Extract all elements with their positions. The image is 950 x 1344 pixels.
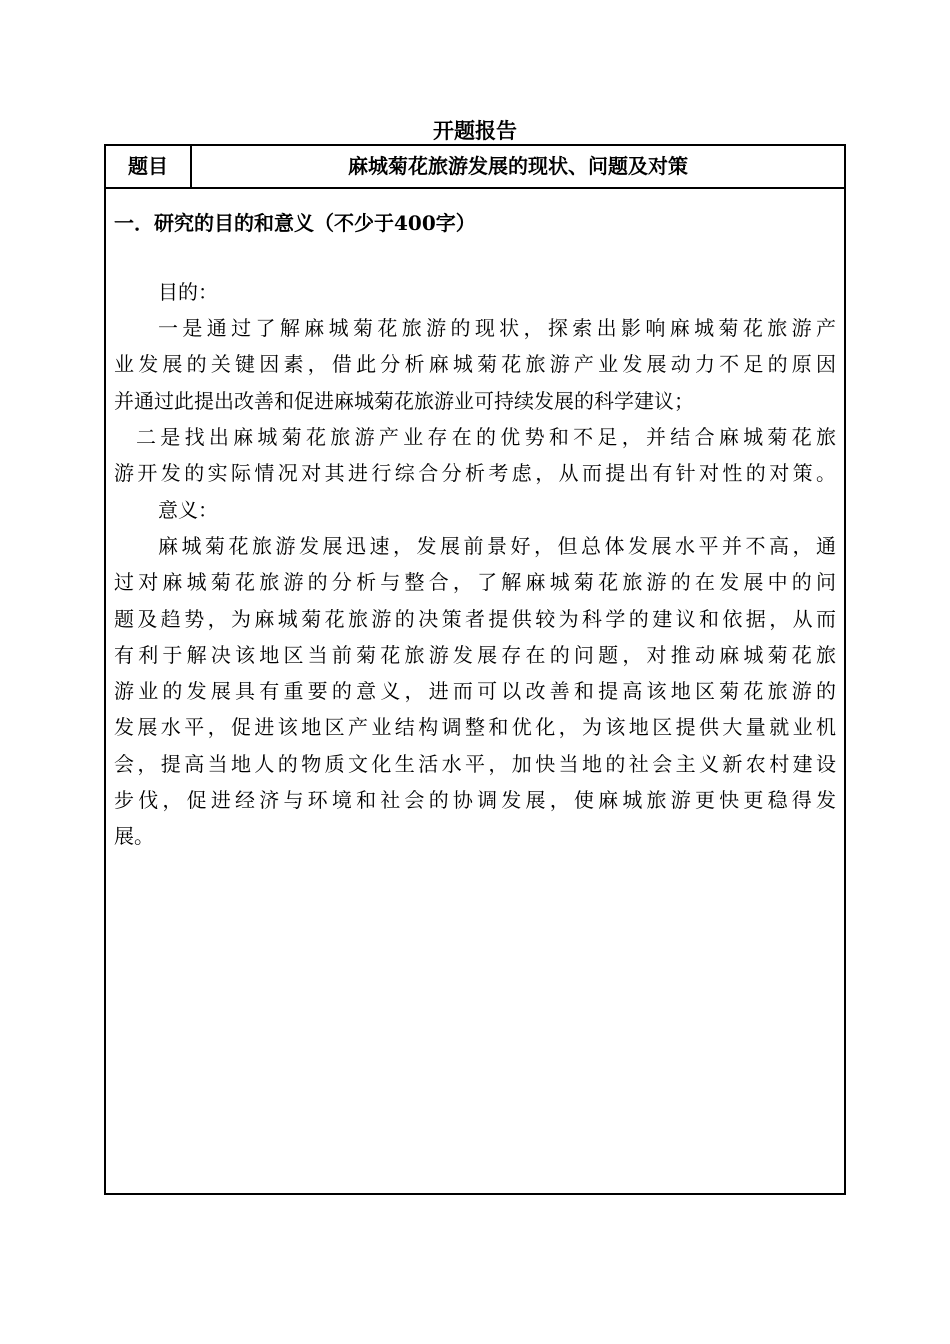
purpose-paragraph-2: [114, 419, 836, 492]
purpose-label: 目的：: [158, 280, 218, 304]
section-heading: 一．研究的目的和意义（不少于400字）: [114, 211, 476, 235]
text-line: 题及趋势，为麻城菊花旅游的决策者提供较为科学的建议和依据，从而: [114, 606, 836, 631]
text-line: 过对麻城菊花旅游的分析与整合，了解麻城菊花旅游的在发展中的问: [114, 570, 836, 595]
title-label: 题目: [106, 146, 192, 187]
meaning-label-block: [114, 492, 836, 528]
text-line: 发展水平，促进该地区产业结构调整和优化，为该地区提供大量就业机: [114, 715, 836, 740]
title-value: 麻城菊花旅游发展的现状、问题及对策: [348, 154, 688, 178]
text-line: 一是通过了解麻城菊花旅游的现状，探索出影响麻城菊花旅游产: [158, 316, 836, 340]
purpose-label-block: [114, 274, 836, 310]
page-title: 开题报告: [433, 118, 517, 143]
purpose-paragraph-1: [114, 310, 836, 419]
report-table: [104, 144, 846, 1195]
title-row: [106, 146, 844, 189]
text-line: 游业的发展具有重要的意义，进而可以改善和提高该地区菊花旅游的: [114, 679, 836, 704]
text-line: 业发展的关键因素，借此分析麻城菊花旅游产业发展动力不足的原因: [114, 352, 836, 377]
text-line: 并通过此提出改善和促进麻城菊花旅游业可持续发展的科学建议；: [114, 388, 694, 413]
text-line: 二是找出麻城菊花旅游产业存在的优势和不足，并结合麻城菊花旅: [136, 425, 836, 449]
text-line: 步伐，促进经济与环境和社会的协调发展，使麻城旅游更快更稳得发: [114, 788, 836, 813]
text-line: 有利于解决该地区当前菊花旅游发展存在的问题，对推动麻城菊花旅: [114, 642, 836, 667]
meaning-label: 意义：: [158, 498, 218, 522]
meaning-paragraph: [114, 528, 836, 855]
text-line: 麻城菊花旅游发展迅速，发展前景好，但总体发展水平并不高，通: [158, 534, 836, 558]
text-line: 展。: [114, 824, 154, 849]
text-line: 游开发的实际情况对其进行综合分析考虑，从而提出有针对性的对策。: [114, 461, 836, 486]
text-line: 会，提高当地人的物质文化生活水平，加快当地的社会主义新农村建设: [114, 751, 836, 776]
body-cell: [106, 189, 844, 1193]
